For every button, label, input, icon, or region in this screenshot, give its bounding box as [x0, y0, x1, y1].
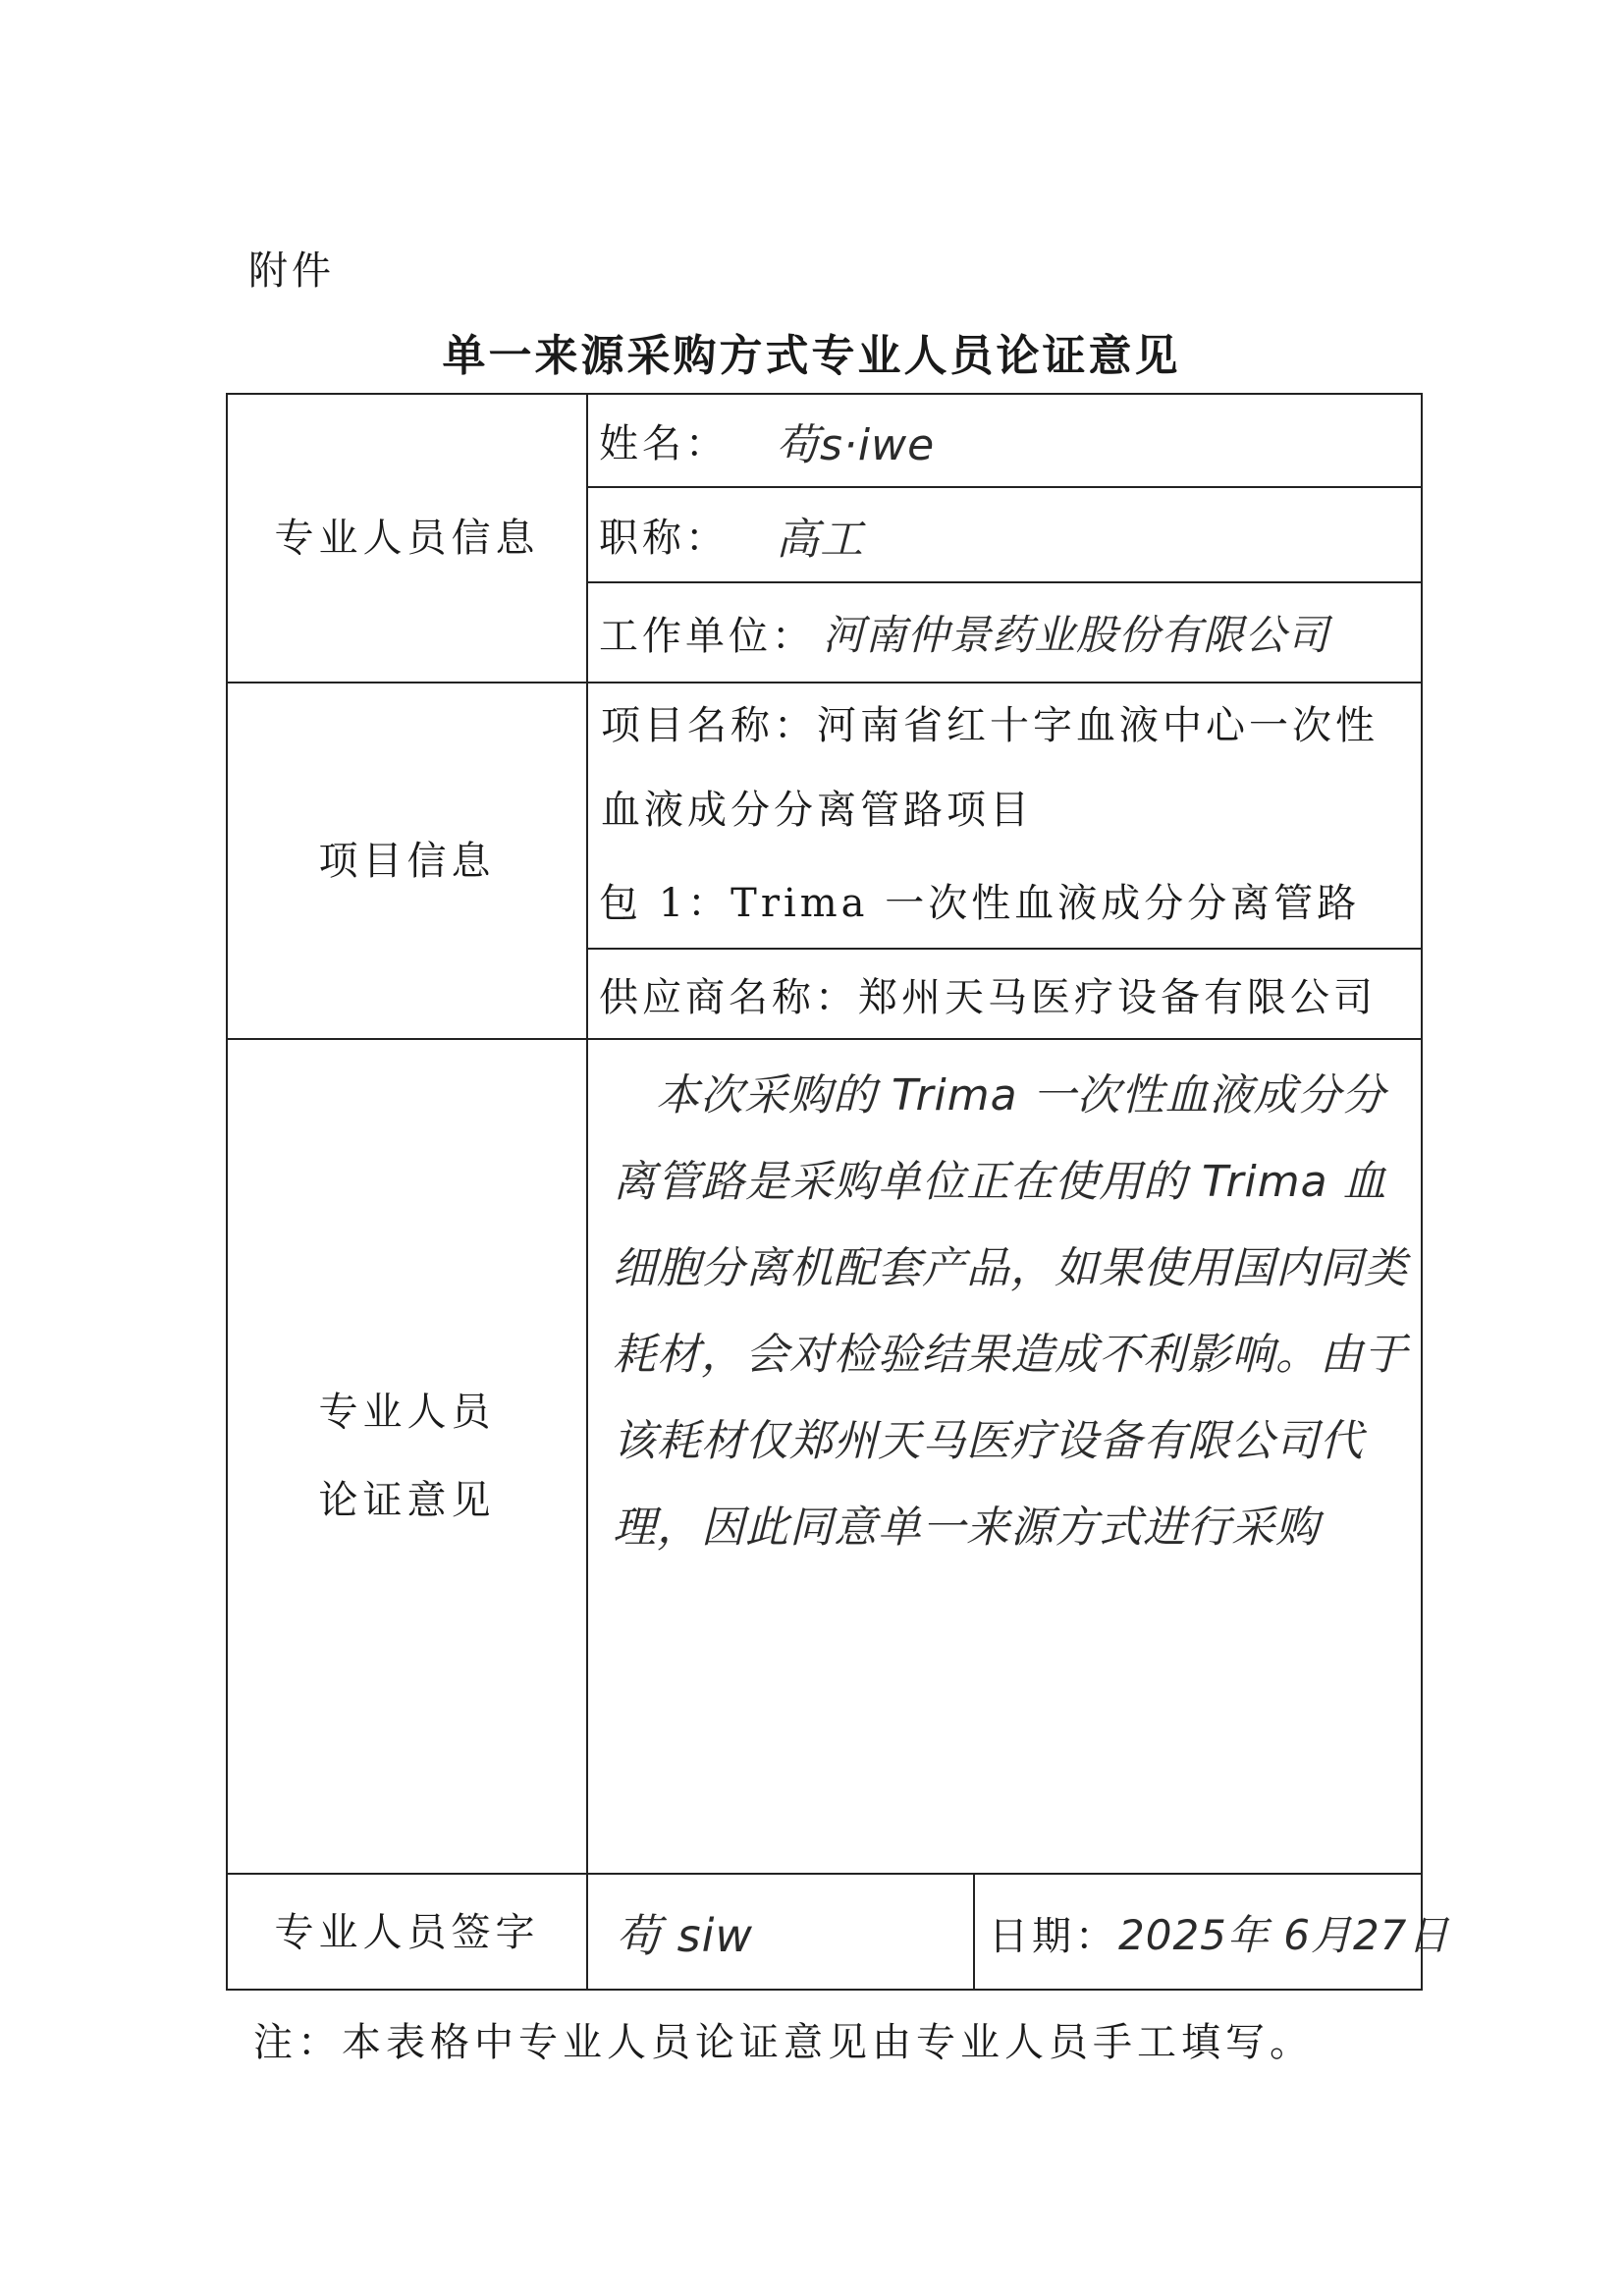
package-line: 包 1：Trima 一次性血液成分分离管路 — [599, 880, 1361, 926]
employer-value: 河南仲景药业股份有限公司 — [823, 611, 1330, 659]
project-name: 项目名称：河南省红十字血液中心一次性血液成分分离管路项目 — [601, 703, 1379, 833]
opinion-section-label — [228, 1040, 586, 1873]
opinion-label-line1: 专业人员 — [318, 1390, 496, 1435]
signature-cell — [616, 1875, 753, 1991]
personnel-section-label: 专业人员信息 — [274, 516, 540, 561]
employer-label: 工作单位： — [599, 613, 815, 659]
column-divider — [586, 395, 588, 1875]
project-section-label: 项目信息 — [318, 838, 496, 884]
professional-title-value: 高工 — [776, 514, 864, 565]
argument-form-table — [226, 393, 1450, 1991]
opinion-text: 本次采购的 Trima 一次性血液成分分离管路是采购单位正在使用的 Trima 血细胞分离机配套产品，如果使用国内同类耗材，会对检验结果造成不利影响。由于该耗材仅郑州天马医疗设备有限公司代理，因此同意单一来源方式进行采购 — [613, 1070, 1408, 1553]
employer-row — [599, 583, 1329, 682]
name-label: 姓名： — [599, 421, 729, 466]
document-title: 单一来源采购方式专业人员论证意见 — [442, 331, 1181, 381]
date-cell — [989, 1875, 1449, 1991]
date-label: 日期： — [989, 1913, 1118, 1959]
supplier-line: 供应商名称：郑州天马医疗设备有限公司 — [599, 974, 1377, 1020]
name-value: 苟s·iwe — [776, 419, 936, 470]
opinion-label-line2: 论证意见 — [318, 1478, 496, 1523]
professional-title-label: 职称： — [599, 516, 729, 561]
date-value: 2025年 6月27日 — [1118, 1911, 1450, 1959]
column-divider — [586, 1873, 588, 1991]
column-divider — [973, 1873, 975, 1991]
professional-title-row — [599, 488, 864, 581]
signature-label: 专业人员签字 — [274, 1910, 540, 1955]
footnote: 注：本表格中专业人员论证意见由专业人员手工填写。 — [253, 2020, 1314, 2065]
attachment-label: 附件 — [248, 248, 335, 294]
name-row — [599, 395, 935, 486]
signature-value: 苟 siw — [616, 1909, 753, 1962]
